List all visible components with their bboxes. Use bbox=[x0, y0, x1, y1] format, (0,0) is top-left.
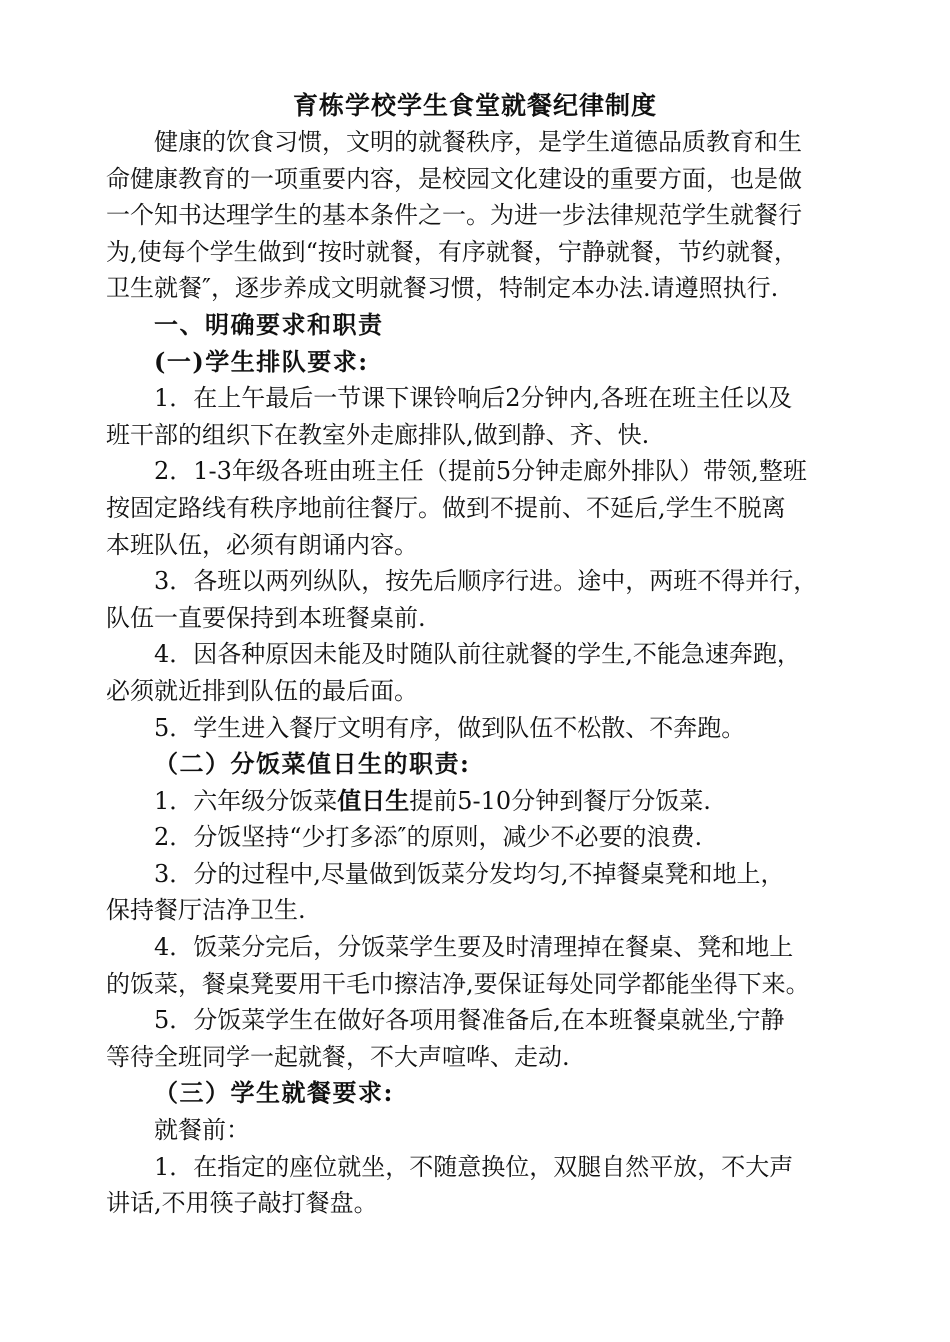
rule-line: 1．在指定的座位就坐，不随意换位，双腿自然平放，不大声 bbox=[154, 1152, 794, 1181]
rule-line: 队伍一直要保持到本班餐桌前. bbox=[106, 603, 426, 632]
rule-line bbox=[106, 783, 854, 820]
intro-line: 命健康教育的一项重要内容，是校园文化建设的重要方面，也是做 bbox=[106, 164, 802, 193]
section-heading: 一、明确要求和职责 bbox=[154, 309, 384, 339]
document-body bbox=[106, 124, 854, 1222]
rule-line: 讲话,不用筷子敲打餐盘。 bbox=[106, 1189, 378, 1218]
rule-line: 等待全班同学一起就餐，不大声喧哗、走动. bbox=[106, 1042, 570, 1071]
rule-line: 5．学生进入餐厅文明有序，做到队伍不松散、不奔跑。 bbox=[154, 713, 746, 742]
intro-line: 为,使每个学生做到“按时就餐，有序就餐，宁静就餐，节约就餐， bbox=[106, 237, 798, 266]
intro-line: 健康的饮食习惯，文明的就餐秩序，是学生道德品质教育和生 bbox=[154, 128, 802, 156]
subsection-heading: (一)学生排队要求: bbox=[154, 346, 369, 376]
rule-line: 必须就近排到队伍的最后面。 bbox=[106, 676, 418, 705]
rule-text: 1．六年级分饭菜 bbox=[154, 786, 338, 815]
rule-line: 按固定路线有秩序地前往餐厅。做到不提前、不延后,学生不脱离 bbox=[106, 493, 786, 522]
rule-line: 3．分的过程中,尽量做到饭菜分发均匀,不掉餐桌凳和地上， bbox=[154, 859, 785, 888]
rule-emphasis: 值日生 bbox=[337, 785, 410, 815]
subsection-heading: （二）分饭菜值日生的职责: bbox=[154, 749, 471, 779]
subsection-heading: （三）学生就餐要求: bbox=[154, 1078, 394, 1108]
rule-label: 就餐前： bbox=[154, 1116, 250, 1145]
rule-line: 5．分饭菜学生在做好各项用餐准备后,在本班餐桌就坐,宁静 bbox=[154, 1006, 785, 1035]
rule-line: 4．饭菜分完后，分饭菜学生要及时清理掉在餐桌、凳和地上 bbox=[154, 933, 794, 962]
rule-line: 本班队伍，必须有朗诵内容。 bbox=[106, 530, 418, 559]
rule-text: 提前5-10分钟到餐厅分饭菜. bbox=[409, 786, 711, 815]
rule-line: 4．因各种原因未能及时随队前往就餐的学生,不能急速奔跑， bbox=[154, 640, 801, 669]
rule-line: 2．分饭坚持“少打多添″的原则，减少不必要的浪费. bbox=[154, 823, 703, 852]
rule-line: 1．在上午最后一节课下课铃响后2分钟内,各班在班主任以及 bbox=[154, 384, 793, 413]
document-title: 育栋学校学生食堂就餐纪律制度 bbox=[292, 91, 657, 120]
rule-line: 3．各班以两列纵队，按先后顺序行进。途中，两班不得并行， bbox=[154, 567, 818, 596]
rule-line: 班干部的组织下在教室外走廊排队,做到静、齐、快. bbox=[106, 420, 650, 449]
rule-line: 2．1-3年级各班由班主任（提前5分钟走廊外排队）带领,整班 bbox=[154, 457, 807, 486]
intro-line: 卫生就餐″，逐步养成文明就餐习惯，特制定本办法.请遵照执行. bbox=[106, 274, 779, 303]
rule-line: 的饭菜，餐桌凳要用干毛巾擦洁净,要保证每处同学都能坐得下来。 bbox=[106, 969, 810, 998]
rule-line: 保持餐厅洁净卫生. bbox=[106, 896, 306, 925]
intro-line: 一个知书达理学生的基本条件之一。为进一步法律规范学生就餐行 bbox=[106, 201, 802, 230]
